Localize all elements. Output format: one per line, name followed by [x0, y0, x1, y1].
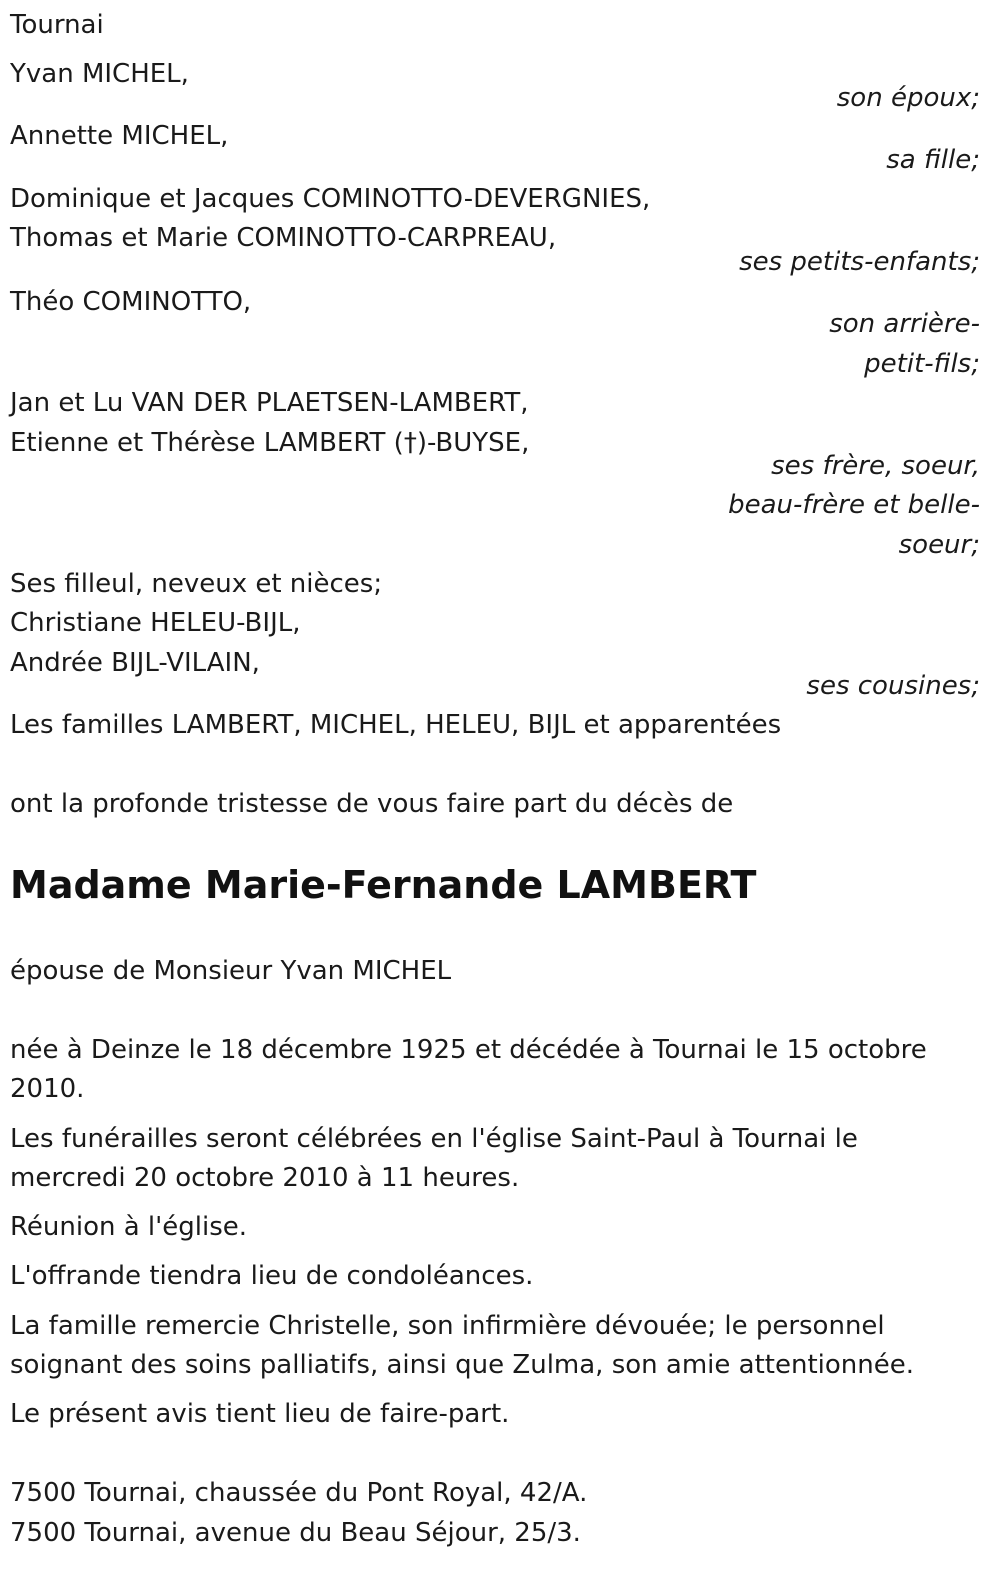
body-line: Réunion à l'église.: [10, 1212, 248, 1242]
family-member-name: Jan et Lu VAN DER PLAETSEN-LAMBERT,: [10, 388, 529, 418]
family-member-name: Les familles LAMBERT, MICHEL, HELEU, BIJL et apparentées: [10, 710, 782, 740]
family-relation: ses cousines;: [806, 671, 980, 701]
body-line: Le présent avis tient lieu de faire-part.: [10, 1399, 510, 1429]
address-line: 7500 Tournai, avenue du Beau Séjour, 25/3.: [10, 1518, 581, 1548]
family-relation: ses frère, soeur,: [771, 451, 980, 481]
body-line: soignant des soins palliatifs, ainsi que Zulma, son amie attentionnée.: [10, 1350, 914, 1380]
family-relation: sa fille;: [886, 145, 980, 175]
body-line: née à Deinze le 18 décembre 1925 et décédée à Tournai le 15 octobre: [10, 1035, 927, 1065]
family-member-name: Yvan MICHEL,: [10, 59, 189, 89]
family-member-name: Théo COMINOTTO,: [10, 287, 252, 317]
family-relation: son époux;: [836, 83, 980, 113]
family-relation: petit-fils;: [864, 349, 980, 379]
body-line: Les funérailles seront célébrées en l'église Saint-Paul à Tournai le: [10, 1124, 858, 1154]
family-member-name: Annette MICHEL,: [10, 121, 229, 151]
body-line: La famille remercie Christelle, son infirmière dévouée; le personnel: [10, 1311, 885, 1341]
family-member-name: Etienne et Thérèse LAMBERT (†)-BUYSE,: [10, 428, 530, 458]
family-relation: soeur;: [898, 530, 980, 560]
family-relation: son arrière-: [829, 309, 980, 339]
deceased-name: Madame Marie-Fernande LAMBERT: [10, 863, 757, 907]
family-relation: beau-frère et belle-: [728, 490, 980, 520]
body-line: mercredi 20 octobre 2010 à 11 heures.: [10, 1163, 520, 1193]
family-member-name: Andrée BIJL-VILAIN,: [10, 648, 260, 678]
body-line: 2010.: [10, 1074, 85, 1104]
spouse-line: épouse de Monsieur Yvan MICHEL: [10, 956, 452, 986]
announcement-text: ont la profonde tristesse de vous faire part du décès de: [10, 789, 734, 819]
family-member-name: Thomas et Marie COMINOTTO-CARPREAU,: [10, 223, 557, 253]
family-member-name: Ses filleul, neveux et nièces;: [10, 569, 383, 599]
address-line: 7500 Tournai, chaussée du Pont Royal, 42/A.: [10, 1478, 588, 1508]
body-line: L'offrande tiendra lieu de condoléances.: [10, 1261, 534, 1291]
family-member-name: Dominique et Jacques COMINOTTO-DEVERGNIES,: [10, 184, 651, 214]
city-heading: Tournai: [10, 10, 104, 40]
family-member-name: Christiane HELEU-BIJL,: [10, 608, 301, 638]
family-relation: ses petits-enfants;: [739, 247, 980, 277]
